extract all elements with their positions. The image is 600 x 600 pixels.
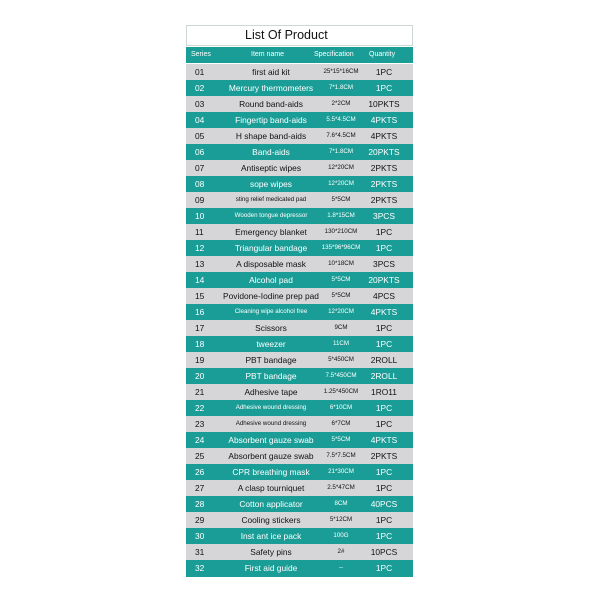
cell-quantity: 1PC [375,323,393,334]
cell-specification: 5*12CM [329,516,353,524]
table-row [186,480,413,496]
cell-series: 23 [195,419,205,430]
table-row [186,144,413,160]
cell-quantity: 1PC [375,227,393,238]
cell-quantity: 2ROLL [370,371,398,382]
cell-item-name: Round band-aids [239,99,303,110]
cell-quantity: 2PKTS [370,195,398,206]
table-row [186,160,413,176]
cell-item-name: Scissors [255,323,287,334]
cell-series: 03 [195,99,205,110]
cell-series: 10 [195,211,205,222]
table-row [186,256,413,272]
table-header [186,47,413,63]
cell-quantity: 3PCS [373,211,395,222]
cell-specification: 135*96*96CM [321,244,361,252]
cell-item-name: Fingertip band-aids [235,115,307,126]
table-row [186,112,413,128]
table-row [186,544,413,560]
table-row [186,96,413,112]
cell-specification: 6*10CM [329,404,353,412]
cell-series: 13 [195,259,205,270]
cell-item-name: Wooden tongue depressor [234,212,308,220]
cell-series: 02 [195,83,205,94]
header-series: Series [191,51,211,58]
cell-quantity: 1PC [375,67,393,77]
table-row [186,272,413,288]
cell-quantity: 4PKTS [370,435,398,446]
cell-item-name: Safety pins [250,547,292,558]
cell-quantity: 10PKTS [368,99,400,110]
cell-item-name: H shape band-aids [235,131,307,142]
cell-item-name: Adhesive wound dressing [235,420,307,428]
cell-specification: 6*7CM [331,420,351,428]
table-body [186,64,413,577]
cell-quantity: 1PC [375,339,393,350]
cell-specification: 25*15*16CM [323,68,359,75]
cell-series: 21 [195,387,205,398]
cell-series: 29 [195,515,205,526]
cell-specification: 10*18CM [328,260,354,268]
cell-quantity: 1PC [375,531,393,542]
cell-series: 27 [195,483,205,494]
cell-specification: 2# [337,548,345,556]
cell-series: 11 [195,227,204,238]
cell-item-name: Povidone-Iodine prep pad [223,291,319,302]
cell-specification: 2.5*47CM [327,484,355,492]
cell-specification: 1.8*15CM [327,212,355,220]
cell-quantity: 20PKTS [368,147,400,158]
cell-quantity: 4PKTS [370,115,398,126]
cell-item-name: Cotton applicator [239,499,303,510]
cell-specification: 5*450CM [328,356,354,364]
cell-item-name: Cleaning wipe alcohol free [234,308,308,316]
cell-series: 09 [195,195,205,206]
cell-specification: 8CM [334,500,348,508]
cell-quantity: 3PCS [373,259,395,270]
table-row [186,192,413,208]
cell-item-name: Absorbent gauze swab [228,451,314,462]
cell-series: 06 [195,147,205,158]
cell-item-name: First aid guide [244,563,298,574]
table-row [186,240,413,256]
cell-series: 19 [195,355,205,366]
cell-series: 01 [195,67,205,77]
cell-item-name: PBT bandage [245,371,297,382]
table-row [186,528,413,544]
cell-item-name: Antiseptic wipes [240,163,302,174]
table-row [186,512,413,528]
table-row [186,368,413,384]
cell-quantity: 1RO11 [371,387,397,398]
cell-quantity: 4PCS [373,291,395,302]
cell-series: 26 [195,467,205,478]
cell-specification: 5*5CM [331,436,351,444]
cell-item-name: Triangular bandage [234,243,308,254]
cell-item-name: CPR breathing mask [232,467,310,478]
cell-specification: 7*1.8CM [328,148,354,156]
cell-quantity: 4PKTS [370,131,398,142]
cell-series: 08 [195,179,205,190]
cell-quantity: 1PC [375,563,393,574]
cell-series: 25 [195,451,205,462]
cell-series: 30 [195,531,205,542]
table-row [186,416,413,432]
cell-item-name: Inst ant ice pack [240,531,302,542]
cell-specification: 5*5CM [331,196,351,204]
cell-specification: 21*30CM [328,468,354,476]
cell-quantity: 1PC [375,403,393,414]
cell-quantity: 2ROLL [370,355,398,366]
cell-specification: 130*210CM [324,228,358,236]
cell-item-name: first aid kit [252,67,290,77]
cell-item-name: Absorbent gauze swab [228,435,314,446]
header-quantity: Quantity [369,51,396,58]
cell-item-name: Emergency blanket [235,227,307,238]
cell-quantity: 2PKTS [370,163,398,174]
cell-series: 07 [195,163,205,174]
cell-series: 12 [195,243,205,254]
table-row [186,432,413,448]
cell-series: 14 [195,275,205,286]
cell-quantity: 1PC [375,483,393,494]
header-item-name: Item name [251,51,285,58]
cell-item-name: A disposable mask [236,259,306,270]
cell-series: 04 [195,115,205,126]
cell-item-name: sting relief medicated pad [235,196,307,204]
cell-series: 28 [195,499,205,510]
cell-series: 15 [195,291,205,302]
cell-specification: 5*5CM [331,276,351,284]
page-title: List Of Product [186,25,413,46]
table-row [186,352,413,368]
cell-specification: 7*1.8CM [328,84,354,92]
header-specification: Specification [314,51,354,58]
cell-series: 32 [195,563,205,574]
cell-quantity: 1PC [375,243,393,254]
cell-series: 22 [195,403,205,414]
product-list-sheet [186,25,413,573]
cell-specification: 5.5*4.5CM [326,116,356,124]
cell-item-name: Mercury thermometers [228,83,314,94]
cell-item-name: A clasp tourniquet [237,483,305,494]
cell-quantity: 1PC [375,467,393,478]
cell-specification: 9CM [334,324,348,332]
cell-series: 20 [195,371,205,382]
table-row [186,448,413,464]
table-row [186,320,413,336]
cell-specification: 5*5CM [331,292,351,300]
table-row [186,288,413,304]
cell-quantity: 10PCS [370,547,398,558]
table-row [186,336,413,352]
cell-series: 16 [195,307,205,318]
cell-series: 18 [195,339,205,350]
cell-series: 24 [195,435,205,446]
table-row [186,64,413,80]
cell-quantity: 1PC [375,419,393,430]
cell-quantity: 2PKTS [370,179,398,190]
cell-specification: 1.25*450CM [323,388,359,396]
table-row [186,496,413,512]
table-row [186,128,413,144]
cell-specification: 12*20CM [328,308,354,316]
table-row [186,400,413,416]
cell-item-name: Alcohol pad [249,275,293,286]
cell-specification: -- [338,564,344,572]
cell-specification: 7.5*7.5CM [326,452,356,460]
table-row [186,208,413,224]
cell-item-name: Adhesive tape [244,387,298,398]
cell-item-name: PBT bandage [245,355,297,366]
cell-item-name: Adhesive wound dressing [235,404,307,412]
cell-specification: 7.6*4.5CM [326,132,356,140]
cell-series: 17 [195,323,205,334]
table-row [186,224,413,240]
cell-quantity: 40PCS [370,499,398,510]
cell-item-name: tweezer [256,339,286,350]
cell-series: 31 [195,547,205,558]
cell-series: 05 [195,131,205,142]
table-row [186,304,413,320]
cell-specification: 100G [333,532,349,540]
table-row [186,80,413,96]
cell-quantity: 2PKTS [370,451,398,462]
cell-item-name: sope wipes [250,179,292,190]
cell-specification: 2*2CM [331,100,351,108]
cell-item-name: Band-aids [252,147,290,158]
cell-quantity: 1PC [375,515,393,526]
table-row [186,384,413,400]
cell-item-name: Cooling stickers [241,515,301,526]
cell-quantity: 20PKTS [368,275,400,286]
cell-specification: 7.5*450CM [325,372,357,380]
cell-specification: 11CM [332,340,350,348]
cell-quantity: 1PC [375,83,393,94]
table-row [186,464,413,480]
cell-specification: 12*20CM [328,164,354,172]
table-row [186,560,413,576]
table-row [186,176,413,192]
cell-specification: 12*20CM [328,180,354,188]
cell-quantity: 4PKTS [370,307,398,318]
